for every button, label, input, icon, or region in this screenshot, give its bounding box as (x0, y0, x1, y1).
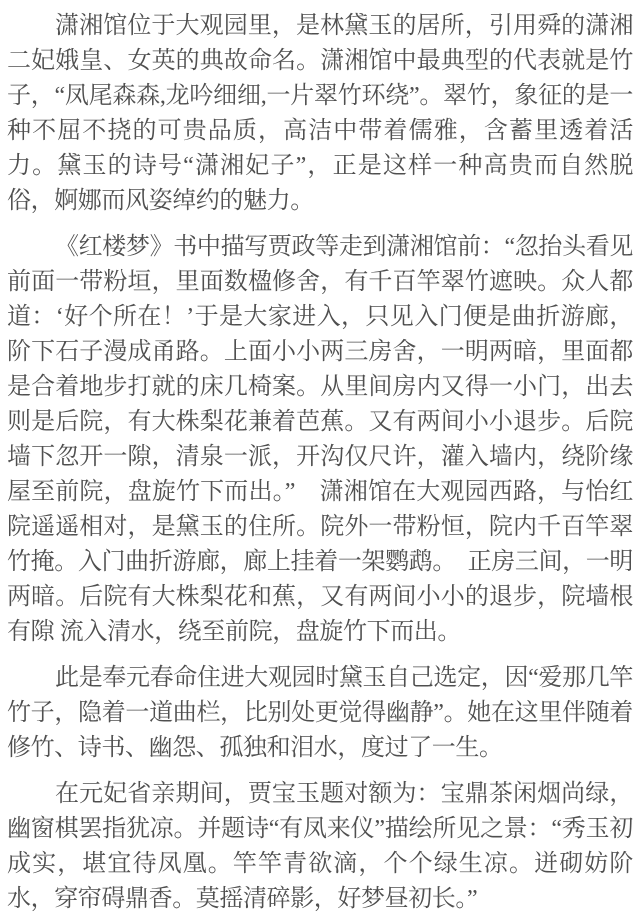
paragraph-daiyu-selection: 此是奉元春命住进大观园时黛玉自己选定，因“爱那几竿竹子，隐着一道曲栏，比别处更觉得幽静”。她在这里伴随着修竹、诗书、幽怨、孤独和泪水，度过了一生。 (7, 665, 633, 761)
paragraph-intro: 潇湘馆位于大观园里，是林黛玉的居所，引用舜的潇湘二妃娥皇、女英的典故命名。潇湘馆中最典型的代表就是竹子，“凤尾森森,龙吟细细,一片翠竹环绕”。翠竹，象征的是一种不屈不挠的可贵品质，高洁中带着儒雅，含蓄里透着活力。黛玉的诗号“潇湘妃子”，正是这样一种高贵而自然脱俗，婀娜而风姿绰约的魅力。 (7, 13, 633, 214)
paragraph-poem: 在元妃省亲期间，贾宝玉题对额为：宝鼎茶闲烟尚绿，幽窗棋罢指犹凉。并题诗“有凤来仪”描绘所见之景：“秀玉初成实，堪宜待凤凰。竿竿青欲滴，个个绿生凉。迸砌妨阶水，穿帘碍鼎香。莫摇清碎影，好梦昼初长。” (7, 781, 633, 912)
paragraph-book-description: 《红楼梦》书中描写贾政等走到潇湘馆前：“忽抬头看见前面一带粉垣，里面数楹修舍，有千百竿翠竹遮映。众人都道：‘好个所在！’于是大家进入，只见入门便是曲折游廊，阶下石子漫成甬路。上面小小两三房舍，一明两暗，里面都是合着地步打就的床几椅案。从里间房内又得一小门，出去则是后院，有大株梨花兼着芭蕉。又有两间小小退步。后院墙下忽开一隙，清泉一派，开沟仅尺许，灌入墙内，绕阶缘屋至前院，盘旋竹下而出。” 潇湘馆在大观园西路，与怡红院遥遥相对，是黛玉的住所。院外一带粉恒，院内千百竿翠竹掩。入门曲折游廊，廊上挂着一架鹦鹉。 正房三间，一明两暗。后院有大株梨花和蕉，又有两间小小的退步，院墙根有隙 流入清水，绕至前院，盘旋竹下而出。 (7, 234, 633, 645)
